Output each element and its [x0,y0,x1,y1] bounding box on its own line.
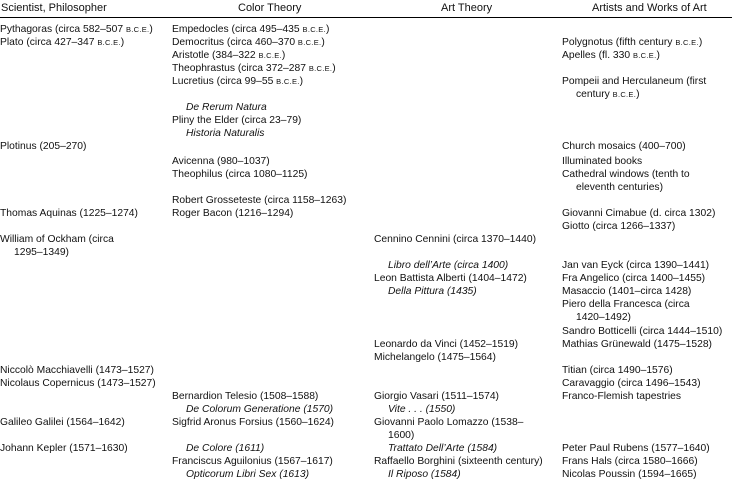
table-cell: Leonardo da Vinci (1452–1519) [374,339,519,350]
table-cell: Giotto (circa 1266–1337) [562,221,676,232]
table-cell: Sandro Botticelli (circa 1444–1510) [562,326,723,337]
table-cell: Historia Naturalis [186,128,265,139]
table-cell: Johann Kepler (1571–1630) [0,443,128,454]
table-cell: Il Riposo (1584) [388,469,461,480]
table-cell: Raffaello Borghini (sixteenth century) [374,456,543,467]
table-cell: Church mosaics (400–700) [562,141,686,152]
table-cell: Franciscus Aguilonius (1567–1617) [172,456,333,467]
table-cell: Democritus (circa 460–370 B.C.E.) [172,37,325,48]
header-scientist: Scientist, Philosopher [1,2,107,14]
table-cell: Illuminated books [562,156,643,167]
table-cell: Cathedral windows (tenth to [562,169,690,180]
table-cell: eleventh centuries) [576,182,664,193]
table-cell: Niccolò Macchiavelli (1473–1527) [0,365,154,376]
table-cell: Bernardion Telesio (1508–1588) [172,391,319,402]
table-cell: Galileo Galilei (1564–1642) [0,417,125,428]
table-cell: Libro dell’Arte (circa 1400) [388,260,509,271]
table-cell: Titian (circa 1490–1576) [562,365,673,376]
table-cell: 1600) [388,430,415,441]
header-art-theory: Art Theory [441,2,493,14]
table-cell: Mathias Grünewald (1475–1528) [562,339,712,350]
table-cell: Robert Grosseteste (circa 1158–1263) [172,195,347,206]
table-cell: Trattato Dell’Arte (1584) [388,443,498,454]
table-cell: Opticorum Libri Sex (1613) [186,469,310,480]
table-cell: Franco-Flemish tapestries [562,391,682,402]
table-cell: Leon Battista Alberti (1404–1472) [374,273,527,284]
table-cell: century B.C.E.) [576,89,640,100]
table-cell: Pompeii and Herculaneum (first [562,76,707,87]
table-cell: Vite . . . (1550) [388,404,456,415]
table-cell: Peter Paul Rubens (1577–1640) [562,443,710,454]
header-artists: Artists and Works of Art [592,2,707,14]
table-cell: Avicenna (980–1037) [172,156,270,167]
table-cell: 1420–1492) [576,312,631,323]
table-cell: Empedocles (circa 495–435 B.C.E.) [172,24,330,35]
table-cell: Theophrastus (circa 372–287 B.C.E.) [172,63,336,74]
header-rule [0,17,732,18]
table-cell: Piero della Francesca (circa [562,299,690,310]
table-cell: William of Ockham (circa [0,234,114,245]
table-cell: Della Pittura (1435) [388,286,477,297]
table-cell: Nicolaus Copernicus (1473–1527) [0,378,156,389]
table-cell: Caravaggio (circa 1496–1543) [562,378,701,389]
table-cell: Pliny the Elder (circa 23–79) [172,115,302,126]
table-cell: Plato (circa 427–347 B.C.E.) [0,37,125,48]
table-cell: De Rerum Natura [186,102,267,113]
table-cell: Jan van Eyck (circa 1390–1441) [562,260,710,271]
table-cell: Polygnotus (fifth century B.C.E.) [562,37,703,48]
table-cell: Thomas Aquinas (1225–1274) [0,208,138,219]
table-cell: Sigfrid Aronus Forsius (1560–1624) [172,417,334,428]
table-cell: Cennino Cennini (circa 1370–1440) [374,234,536,245]
table-cell: Lucretius (circa 99–55 B.C.E.) [172,76,304,87]
table-cell: Theophilus (circa 1080–1125) [172,169,308,180]
table-cell: 1295–1349) [14,247,69,258]
table-cell: De Colore (1611) [186,443,265,454]
table-cell: Apelles (fl. 330 B.C.E.) [562,50,660,61]
table-cell: Fra Angelico (circa 1400–1455) [562,273,706,284]
table-cell: Giovanni Paolo Lomazzo (1538– [374,417,524,428]
table-cell: Masaccio (1401–circa 1428) [562,286,692,297]
table-cell: Michelangelo (1475–1564) [374,352,496,363]
table-cell: Plotinus (205–270) [0,141,87,152]
header-color-theory: Color Theory [238,2,302,14]
table-cell: Roger Bacon (1216–1294) [172,208,294,219]
table-cell: Giovanni Cimabue (d. circa 1302) [562,208,716,219]
table-cell: Aristotle (384–322 B.C.E.) [172,50,286,61]
table-cell: De Colorum Generatione (1570) [186,404,334,415]
table-cell: Pythagoras (circa 582–507 B.C.E.) [0,24,153,35]
table-cell: Nicolas Poussin (1594–1665) [562,469,697,480]
table-cell: Giorgio Vasari (1511–1574) [374,391,499,402]
table-cell: Frans Hals (circa 1580–1666) [562,456,698,467]
